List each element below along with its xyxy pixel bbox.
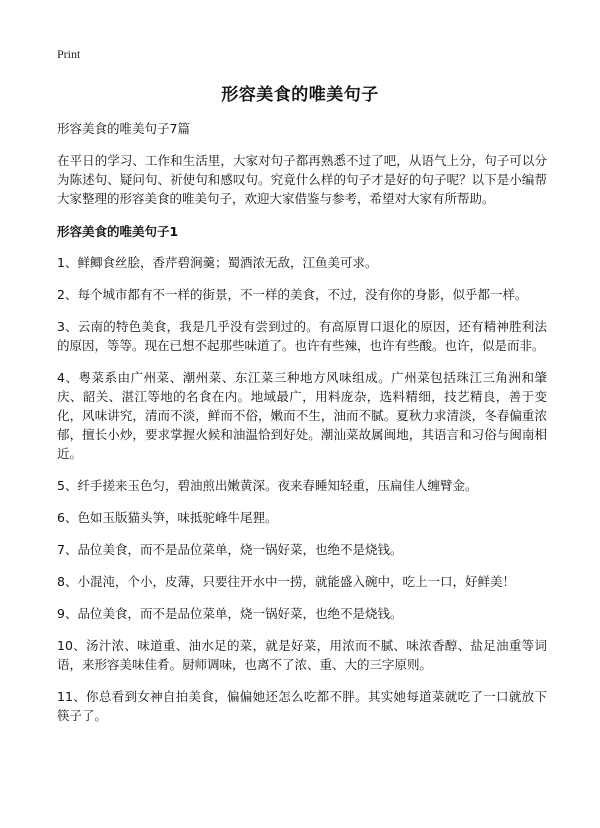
- list-item: 6、色如玉版猫头笋，味抵驼峰牛尾狸。: [57, 510, 278, 525]
- list-item: 3、云南的特色美食，我是几乎没有尝到过的。有高原胃口退化的原因，还有精神胜利法的原因，等等。现在已想不起那些味道了。也许有些辣，也许有些酸。也许，似是而非。: [57, 319, 547, 353]
- list-item: 8、小混沌，个小，皮薄，只要往开水中一捞，就能盛入碗中，吃上一口，好鲜美！: [57, 574, 515, 589]
- document-title: 形容美食的唯美句子: [221, 85, 379, 105]
- list-item: 4、粤菜系由广州菜、潮州菜、东江菜三种地方风味组成。广州菜包括珠江三角洲和肇庆、韶关、湛江等地的名食在内。地域最广，用料庞杂，选料精细，技艺精良，善于变化，风味讲究，清而不淡，鲜而不俗，嫩而不生，油而不腻。夏秋力求清淡，冬春偏重浓郁，擅长小炒，要求掌握火候和油温恰到好处。潮汕菜故属闽地，其语言和习俗与闽南相近。: [57, 370, 547, 461]
- document-subtitle: 形容美食的唯美句子7篇: [57, 121, 190, 136]
- article-body: [57, 151, 547, 738]
- list-item: 1、鲜鲫食丝脍，香芹碧涧羹；蜀酒浓无敌，江鱼美可求。: [57, 255, 378, 270]
- list-item: 5、纤手搓来玉色匀，碧油煎出嫩黄深。夜来春睡知轻重，压扁佳人缠臂金。: [57, 478, 478, 493]
- list-item: 7、品位美食，而不是品位菜单，烧一锅好菜，也绝不是烧钱。: [57, 542, 403, 557]
- print-link[interactable]: Print: [57, 47, 81, 61]
- list-item: 2、每个城市都有不一样的街景，不一样的美食，不过，没有你的身影，似乎都一样。: [57, 287, 528, 302]
- section-heading: 形容美食的唯美句子1: [57, 224, 179, 239]
- list-item: 11、你总看到女神自拍美食，偏偏她还怎么吃都不胖。其实她每道菜就吃了一口就放下筷子了。: [57, 689, 547, 723]
- list-item: 10、汤汁浓、味道重、油水足的菜，就是好菜，用浓而不腻、味浓香醇、盐足油重等词语，来形容美味佳肴。厨师调味，也离不了浓、重、大的三字原则。: [57, 638, 547, 672]
- list-item: 9、品位美食，而不是品位菜单，烧一锅好菜，也绝不是烧钱。: [57, 606, 403, 621]
- intro-paragraph: 在平日的学习、工作和生活里，大家对句子都再熟悉不过了吧，从语气上分，句子可以分为陈述句、疑问句、祈使句和感叹句。究竟什么样的句子才是好的句子呢？以下是小编帮大家整理的形容美食的唯美句子，欢迎大家借鉴与参考，希望对大家有所帮助。: [57, 153, 547, 206]
